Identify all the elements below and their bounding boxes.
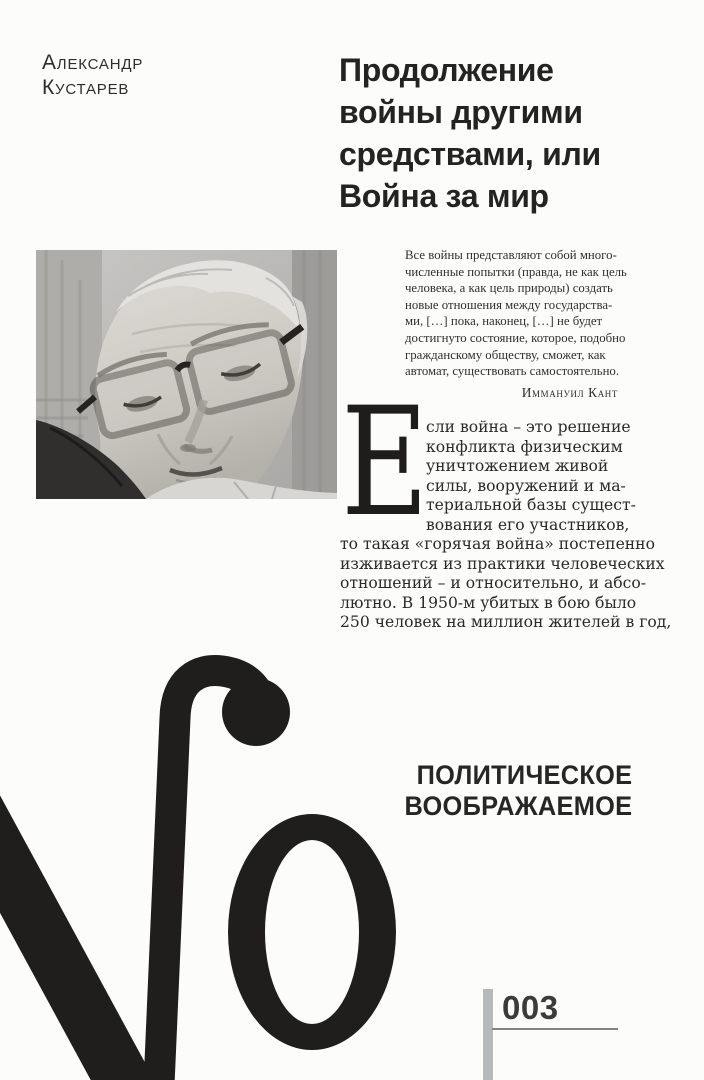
body-line: териальной базы сущест-	[426, 496, 636, 514]
epigraph-line: новые отношения между государства-	[405, 297, 613, 312]
epigraph-line: человека, а как цель природы) создать	[405, 281, 613, 296]
author-first-name: Александр	[42, 51, 144, 74]
epigraph-line: гражданскому обществу, сможет, как	[405, 347, 606, 362]
body-line: сли война – это решение	[426, 418, 631, 436]
author-name	[42, 50, 143, 100]
body-line: лютно. В 1950-м убитых в бою было	[340, 593, 637, 612]
body-line: отношений – и относительно, и абсо-	[340, 574, 647, 592]
body-line: уничтожением живой	[426, 457, 609, 475]
title-line: средствами, или	[339, 136, 601, 172]
drop-cap: Е	[341, 376, 429, 550]
epigraph-line: автомат, существовать самостоятельно.	[405, 364, 620, 379]
body-line: изживается из практики человеческих	[340, 554, 665, 573]
rubric-line: ВООБРАЖАЕМОЕ	[404, 791, 632, 821]
title-line: войны другими	[339, 94, 583, 130]
footer-bar	[483, 989, 493, 1080]
footer-rule	[492, 1028, 618, 1030]
article-title	[339, 49, 601, 217]
epigraph-line: достигнуто состояние, которое, подобно	[405, 330, 626, 345]
body-line: конфликта физическим	[426, 437, 623, 456]
title-line: Война за мир	[339, 178, 549, 214]
body-line: то такая «горячая война» постепенно	[340, 535, 655, 553]
body-line: 250 человек на миллион жителей в год,	[340, 613, 672, 631]
epigraph-line: ми, […] пока, наконец, […] не будет	[405, 314, 603, 329]
portrait-illustration	[36, 250, 337, 499]
body-line: силы, вооружений и ма-	[426, 476, 626, 495]
epigraph-line: Все войны представляют собой много-	[405, 248, 617, 262]
rubric-line: ПОЛИТИЧЕСКОЕ	[416, 760, 632, 790]
epigraph-attribution: Иммануил Кант	[521, 384, 618, 400]
author-last-name: Кустарев	[42, 76, 130, 99]
numero-glyph-icon	[0, 648, 420, 1080]
title-line: Продолжение	[339, 52, 554, 88]
author-photo	[36, 250, 337, 499]
section-rubric	[404, 760, 632, 822]
body-line: вования его участников,	[426, 515, 630, 534]
epigraph	[405, 247, 627, 401]
epigraph-line: численные попытки (правда, не как цель	[405, 264, 627, 279]
page-number: 003	[502, 989, 559, 1026]
